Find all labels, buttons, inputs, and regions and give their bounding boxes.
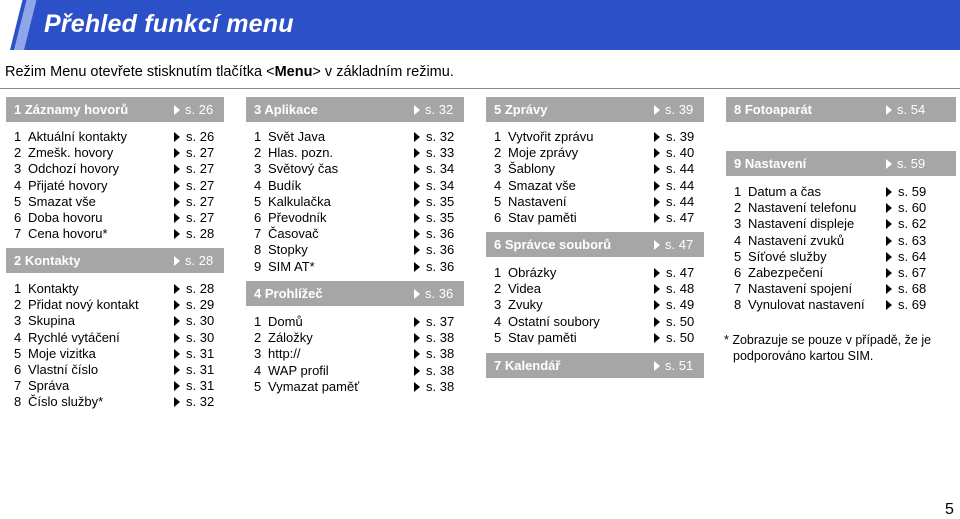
item-number: 4 [494, 178, 502, 193]
section-page: s. 54 [886, 102, 925, 117]
footnote: * Zobrazuje se pouze v případě, že je podporováno kartou SIM. [724, 333, 932, 363]
item-page: s. 27 [174, 145, 214, 160]
menu-item [494, 297, 704, 313]
section-page: s. 28 [174, 253, 213, 268]
item-label: Kalkulačka [268, 194, 331, 209]
arrow-right-icon [414, 132, 420, 142]
item-number: 6 [254, 210, 262, 225]
item-page: s. 37 [414, 314, 454, 329]
item-page: s. 50 [654, 314, 694, 329]
item-number: 1 [494, 265, 502, 280]
item-page: s. 27 [174, 178, 214, 193]
menu-item [254, 379, 464, 395]
item-label: Síťové služby [748, 249, 827, 264]
arrow-right-icon [414, 213, 420, 223]
arrow-right-icon [174, 197, 180, 207]
item-number: 1 [14, 129, 22, 144]
item-page: s. 68 [886, 281, 926, 296]
menu-item [494, 210, 704, 226]
menu-item [254, 161, 464, 177]
item-number: 7 [254, 226, 262, 241]
section-header-zaznamy [6, 97, 224, 122]
item-number: 4 [254, 363, 262, 378]
item-number: 3 [254, 346, 262, 361]
item-number: 3 [14, 161, 22, 176]
arrow-right-icon [654, 240, 660, 250]
item-label: Správa [28, 378, 70, 393]
menu-item [14, 281, 224, 297]
section-header-nastaveni [726, 151, 956, 176]
section-header-zpravy [486, 97, 704, 122]
item-page: s. 44 [654, 161, 694, 176]
arrow-right-icon [174, 148, 180, 158]
menu-item [494, 145, 704, 161]
menu-item [494, 314, 704, 330]
arrow-right-icon [654, 361, 660, 371]
item-number: 1 [254, 129, 262, 144]
menu-item [494, 194, 704, 210]
arrow-right-icon [654, 164, 660, 174]
item-label: Moje zprávy [508, 145, 579, 160]
item-page: s. 28 [174, 226, 214, 241]
item-number: 3 [734, 216, 742, 231]
item-number: 4 [734, 233, 742, 248]
menu-item [494, 161, 704, 177]
item-label: Stopky [268, 242, 308, 257]
menu-item [494, 281, 704, 297]
item-number: 2 [14, 297, 22, 312]
item-page: s. 33 [414, 145, 454, 160]
item-number: 6 [14, 210, 22, 225]
arrow-right-icon [654, 148, 660, 158]
section-header-prohlizec [246, 281, 464, 306]
item-label: Datum a čas [748, 184, 821, 199]
divider [0, 88, 960, 89]
item-label: Doba hovoru [28, 210, 103, 225]
page-title: Přehled funkcí menu [44, 10, 294, 38]
item-label: Zmešk. hovory [28, 145, 114, 160]
arrow-right-icon [886, 203, 892, 213]
item-number: 3 [494, 297, 502, 312]
arrow-right-icon [654, 268, 660, 278]
item-page: s. 47 [654, 265, 694, 280]
arrow-right-icon [654, 213, 660, 223]
item-label: WAP profil [268, 363, 329, 378]
item-page: s. 48 [654, 281, 694, 296]
item-label: Rychlé vytáčení [28, 330, 120, 345]
item-label: Nastavení spojení [748, 281, 853, 296]
item-number: 1 [14, 281, 22, 296]
menu-item [494, 178, 704, 194]
arrow-right-icon [886, 252, 892, 262]
item-label: Vymazat paměť [268, 379, 360, 394]
item-label: Moje vizitka [28, 346, 96, 361]
item-page: s. 67 [886, 265, 926, 280]
item-number: 3 [14, 313, 22, 328]
section-page: s. 26 [174, 102, 213, 117]
item-page: s. 26 [174, 129, 214, 144]
item-page: s. 34 [414, 178, 454, 193]
arrow-right-icon [654, 333, 660, 343]
item-label: SIM AT* [268, 259, 315, 274]
arrow-right-icon [174, 256, 180, 266]
menu-item [14, 362, 224, 378]
menu-item [14, 297, 224, 313]
item-label: Záložky [268, 330, 313, 345]
item-number: 2 [494, 145, 502, 160]
item-number: 7 [14, 226, 22, 241]
item-number: 5 [254, 194, 262, 209]
item-label: Cena hovoru* [28, 226, 108, 241]
arrow-right-icon [174, 316, 180, 326]
arrow-right-icon [174, 105, 180, 115]
item-label: Hlas. pozn. [268, 145, 334, 160]
item-page: s. 38 [414, 363, 454, 378]
arrow-right-icon [654, 181, 660, 191]
menu-item [734, 265, 956, 281]
section-title: 3 Aplikace [254, 102, 318, 117]
menu-item [254, 145, 464, 161]
item-page: s. 27 [174, 210, 214, 225]
arrow-right-icon [886, 105, 892, 115]
item-number: 5 [254, 379, 262, 394]
arrow-right-icon [174, 300, 180, 310]
item-label: Nastavení displeje [748, 216, 855, 231]
section-title: 8 Fotoaparát [734, 102, 813, 117]
item-number: 2 [494, 281, 502, 296]
item-page: s. 36 [414, 259, 454, 274]
arrow-right-icon [654, 105, 660, 115]
item-number: 4 [14, 330, 22, 345]
item-label: Obrázky [508, 265, 557, 280]
arrow-right-icon [174, 213, 180, 223]
menu-item [14, 194, 224, 210]
item-page: s. 32 [414, 129, 454, 144]
item-label: Stav paměti [508, 330, 577, 345]
arrow-right-icon [174, 229, 180, 239]
arrow-right-icon [886, 187, 892, 197]
item-page: s. 31 [174, 378, 214, 393]
item-label: Vlastní číslo [28, 362, 99, 377]
arrow-right-icon [886, 159, 892, 169]
item-label: Svět Java [268, 129, 326, 144]
page-number: 5 [945, 501, 954, 518]
section-title: 7 Kalendář [494, 358, 561, 373]
menu-item [734, 297, 956, 313]
item-label: Časovač [268, 226, 319, 241]
section-page: s. 39 [654, 102, 693, 117]
arrow-right-icon [886, 268, 892, 278]
item-page: s. 60 [886, 200, 926, 215]
menu-item [254, 314, 464, 330]
arrow-right-icon [174, 284, 180, 294]
menu-item [734, 281, 956, 297]
item-page: s. 35 [414, 210, 454, 225]
item-label: Ostatní soubory [508, 314, 600, 329]
arrow-right-icon [886, 284, 892, 294]
item-number: 6 [14, 362, 22, 377]
menu-key: Menu [274, 64, 313, 80]
arrow-right-icon [174, 349, 180, 359]
menu-item [254, 210, 464, 226]
menu-item [254, 363, 464, 379]
item-page: s. 50 [654, 330, 694, 345]
section-title: 2 Kontakty [14, 253, 81, 268]
section-page: s. 51 [654, 358, 693, 373]
item-page: s. 38 [414, 346, 454, 361]
section-page: s. 59 [886, 156, 925, 171]
item-page: s. 44 [654, 194, 694, 209]
item-label: Přijaté hovory [28, 178, 108, 193]
item-number: 5 [14, 194, 22, 209]
item-page: s. 38 [414, 330, 454, 345]
item-label: Budík [268, 178, 302, 193]
item-page: s. 30 [174, 330, 214, 345]
item-number: 4 [494, 314, 502, 329]
item-number: 5 [494, 330, 502, 345]
item-number: 2 [254, 330, 262, 345]
item-number: 5 [14, 346, 22, 361]
item-label: Skupina [28, 313, 75, 328]
arrow-right-icon [414, 289, 420, 299]
item-number: 1 [734, 184, 742, 199]
item-number: 8 [734, 297, 742, 312]
menu-item [734, 184, 956, 200]
menu-item [14, 161, 224, 177]
item-page: s. 62 [886, 216, 926, 231]
menu-item [254, 259, 464, 275]
arrow-right-icon [654, 300, 660, 310]
item-number: 8 [254, 242, 262, 257]
arrow-right-icon [414, 317, 420, 327]
arrow-right-icon [886, 219, 892, 229]
menu-item [734, 216, 956, 232]
intro-text: Režim Menu otevřete stisknutím tlačítka <Menu> v základním režimu. [5, 64, 454, 80]
item-number: 1 [254, 314, 262, 329]
item-page: s. 40 [654, 145, 694, 160]
item-label: Zvuky [508, 297, 543, 312]
arrow-right-icon [654, 284, 660, 294]
item-label: Zabezpečení [748, 265, 824, 280]
item-label: Stav paměti [508, 210, 577, 225]
item-label: Vytvořit zprávu [508, 129, 594, 144]
menu-item [254, 330, 464, 346]
arrow-right-icon [174, 164, 180, 174]
section-title: 5 Zprávy [494, 102, 548, 117]
item-number: 4 [254, 178, 262, 193]
item-label: Převodník [268, 210, 327, 225]
section-header-spravce [486, 232, 704, 257]
item-label: Smazat vše [508, 178, 576, 193]
arrow-right-icon [414, 333, 420, 343]
item-page: s. 27 [174, 161, 214, 176]
arrow-right-icon [414, 349, 420, 359]
arrow-right-icon [414, 164, 420, 174]
arrow-right-icon [654, 317, 660, 327]
arrow-right-icon [654, 197, 660, 207]
arrow-right-icon [886, 236, 892, 246]
section-header-kalendar [486, 353, 704, 378]
menu-item [14, 378, 224, 394]
menu-item [14, 178, 224, 194]
menu-item [14, 346, 224, 362]
item-number: 5 [494, 194, 502, 209]
item-page: s. 34 [414, 161, 454, 176]
arrow-right-icon [414, 105, 420, 115]
item-page: s. 59 [886, 184, 926, 199]
item-label: Nastavení zvuků [748, 233, 845, 248]
item-number: 3 [494, 161, 502, 176]
item-label: Smazat vše [28, 194, 96, 209]
menu-item [254, 178, 464, 194]
item-number: 1 [494, 129, 502, 144]
arrow-right-icon [414, 229, 420, 239]
section-header-kontakty [6, 248, 224, 273]
section-title: 1 Záznamy hovorů [14, 102, 129, 117]
item-label: Vynulovat nastavení [748, 297, 865, 312]
item-label: http:// [268, 346, 301, 361]
item-label: Šablony [508, 161, 555, 176]
item-page: s. 39 [654, 129, 694, 144]
item-label: Videa [508, 281, 542, 296]
menu-item [734, 249, 956, 265]
item-label: Aktuální kontakty [28, 129, 127, 144]
menu-item [254, 226, 464, 242]
arrow-right-icon [174, 181, 180, 191]
item-number: 7 [14, 378, 22, 393]
item-page: s. 28 [174, 281, 214, 296]
menu-item [734, 200, 956, 216]
item-page: s. 44 [654, 178, 694, 193]
item-page: s. 64 [886, 249, 926, 264]
menu-item [494, 265, 704, 281]
item-number: 2 [254, 145, 262, 160]
item-page: s. 63 [886, 233, 926, 248]
item-page: s. 36 [414, 242, 454, 257]
menu-item [14, 330, 224, 346]
item-label: Světový čas [268, 161, 339, 176]
item-page: s. 32 [174, 394, 214, 409]
arrow-right-icon [414, 245, 420, 255]
arrow-right-icon [414, 382, 420, 392]
item-page: s. 36 [414, 226, 454, 241]
item-page: s. 27 [174, 194, 214, 209]
menu-item [14, 145, 224, 161]
arrow-right-icon [414, 197, 420, 207]
item-label: Číslo služby* [28, 394, 104, 409]
menu-item [254, 129, 464, 145]
menu-item [254, 242, 464, 258]
arrow-right-icon [414, 181, 420, 191]
section-page: s. 32 [414, 102, 453, 117]
item-label: Kontakty [28, 281, 79, 296]
arrow-right-icon [174, 365, 180, 375]
item-number: 2 [734, 200, 742, 215]
item-page: s. 31 [174, 362, 214, 377]
item-label: Nastavení [508, 194, 567, 209]
menu-item [14, 394, 224, 410]
item-page: s. 47 [654, 210, 694, 225]
item-number: 6 [734, 265, 742, 280]
section-title: 6 Správce souborů [494, 237, 612, 252]
menu-item [14, 129, 224, 145]
item-number: 2 [14, 145, 22, 160]
item-number: 4 [14, 178, 22, 193]
item-number: 6 [494, 210, 502, 225]
menu-item [254, 194, 464, 210]
arrow-right-icon [414, 148, 420, 158]
section-page: s. 47 [654, 237, 693, 252]
item-number: 3 [254, 161, 262, 176]
item-number: 7 [734, 281, 742, 296]
item-page: s. 38 [414, 379, 454, 394]
arrow-right-icon [414, 366, 420, 376]
arrow-right-icon [654, 132, 660, 142]
arrow-right-icon [886, 300, 892, 310]
item-label: Přidat nový kontakt [28, 297, 139, 312]
item-page: s. 30 [174, 313, 214, 328]
section-header-aplikace [246, 97, 464, 122]
item-label: Domů [268, 314, 303, 329]
item-number: 9 [254, 259, 262, 274]
section-title: 4 Prohlížeč [254, 286, 323, 301]
item-label: Nastavení telefonu [748, 200, 857, 215]
menu-item [14, 313, 224, 329]
item-page: s. 49 [654, 297, 694, 312]
arrow-right-icon [174, 132, 180, 142]
item-label: Odchozí hovory [28, 161, 120, 176]
arrow-right-icon [174, 333, 180, 343]
item-page: s. 29 [174, 297, 214, 312]
menu-item [14, 226, 224, 242]
menu-item [494, 129, 704, 145]
menu-item [14, 210, 224, 226]
item-number: 5 [734, 249, 742, 264]
section-page: s. 36 [414, 286, 453, 301]
title-banner [0, 0, 960, 50]
section-header-fotoaparat [726, 97, 956, 122]
arrow-right-icon [174, 397, 180, 407]
item-number: 8 [14, 394, 22, 409]
menu-item [254, 346, 464, 362]
menu-item [494, 330, 704, 346]
item-page: s. 35 [414, 194, 454, 209]
arrow-right-icon [174, 381, 180, 391]
menu-item [734, 233, 956, 249]
item-page: s. 31 [174, 346, 214, 361]
arrow-right-icon [414, 262, 420, 272]
item-page: s. 69 [886, 297, 926, 312]
section-title: 9 Nastavení [734, 156, 807, 171]
